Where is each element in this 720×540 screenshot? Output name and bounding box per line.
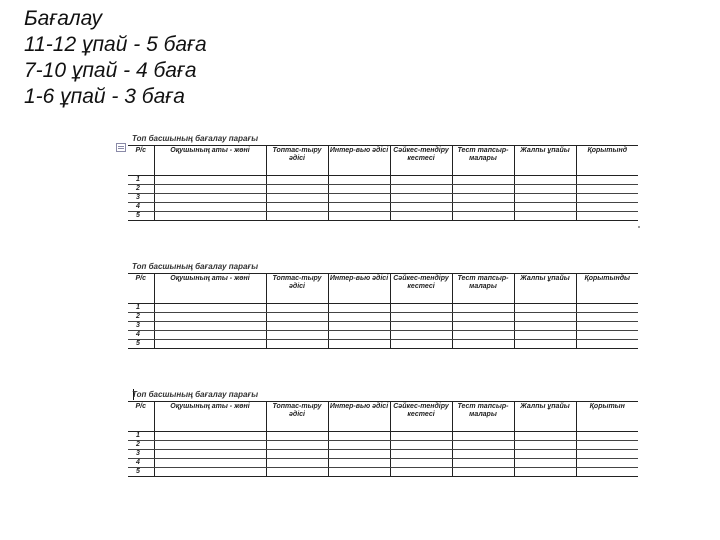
table-cell[interactable] (452, 194, 514, 203)
table-cell[interactable] (452, 459, 514, 468)
header-row (128, 146, 638, 176)
table-cell[interactable] (452, 313, 514, 322)
row-number: 5 (128, 468, 154, 477)
header-cell: Сәйкес-тендіру кестесі (390, 274, 452, 304)
header-cell: Интер-вью әдісі (328, 402, 390, 432)
table-cell[interactable] (154, 304, 266, 313)
table-row (128, 203, 638, 212)
table-cell[interactable] (452, 203, 514, 212)
assessment-sheet-1 (128, 133, 638, 221)
header-cell: Топтас-тыру әдісі (266, 274, 328, 304)
table-cell[interactable] (154, 194, 266, 203)
table-cell[interactable] (328, 176, 390, 185)
table-cell[interactable] (452, 322, 514, 331)
header-cell: Р/с (128, 146, 154, 176)
table-row (128, 432, 638, 441)
table-cell[interactable] (154, 203, 266, 212)
assessment-table (128, 273, 638, 349)
header-cell: Сәйкес-тендіру кестесі (390, 402, 452, 432)
table-cell[interactable] (514, 203, 576, 212)
table-cell[interactable] (576, 322, 638, 331)
assessment-sheet-3 (128, 389, 638, 477)
table-cell[interactable] (576, 459, 638, 468)
row-number: 1 (128, 176, 154, 185)
table-cell[interactable] (154, 313, 266, 322)
table-cell[interactable] (154, 185, 266, 194)
table-cell[interactable] (154, 331, 266, 340)
table-cell[interactable] (514, 331, 576, 340)
table-row (128, 194, 638, 203)
table-cell[interactable] (452, 468, 514, 477)
table-cell[interactable] (576, 203, 638, 212)
table-cell[interactable] (390, 432, 452, 441)
table-cell[interactable] (328, 432, 390, 441)
table-cell[interactable] (576, 331, 638, 340)
table-cell[interactable] (390, 176, 452, 185)
table-cell[interactable] (452, 331, 514, 340)
header-cell: Тест тапсыр-малары (452, 274, 514, 304)
row-number: 1 (128, 432, 154, 441)
table-cell[interactable] (452, 304, 514, 313)
header-cell: Интер-вью әдісі (328, 146, 390, 176)
table-cell[interactable] (328, 468, 390, 477)
table-cell[interactable] (266, 203, 328, 212)
grading-line-5: 11-12 ұпай - 5 баға (24, 33, 207, 56)
table-cell[interactable] (390, 450, 452, 459)
header-cell: Топтас-тыру әдісі (266, 146, 328, 176)
table-cell[interactable] (154, 340, 266, 349)
table-cell[interactable] (328, 185, 390, 194)
table-row (128, 331, 638, 340)
table-cell[interactable] (576, 432, 638, 441)
table-cell[interactable] (154, 450, 266, 459)
row-number: 3 (128, 322, 154, 331)
table-cell[interactable] (266, 331, 328, 340)
table-row (128, 340, 638, 349)
table-cell[interactable] (154, 176, 266, 185)
table-cell[interactable] (266, 441, 328, 450)
sheet-title: Топ басшының бағалау парағы (132, 390, 259, 399)
table-cell[interactable] (390, 331, 452, 340)
table-cell[interactable] (514, 313, 576, 322)
table-cell[interactable] (154, 441, 266, 450)
grading-criteria (24, 6, 207, 110)
assessment-sheet-2 (128, 261, 638, 349)
header-cell: Сәйкес-тендіру кестесі (390, 146, 452, 176)
assessment-table (128, 145, 638, 221)
table-cell[interactable] (514, 185, 576, 194)
table-cell[interactable] (452, 176, 514, 185)
table-cell[interactable] (328, 212, 390, 221)
table-row (128, 450, 638, 459)
table-cell[interactable] (514, 194, 576, 203)
table-cell[interactable] (328, 203, 390, 212)
table-cell[interactable] (328, 194, 390, 203)
table-cell[interactable] (390, 304, 452, 313)
table-cell[interactable] (514, 212, 576, 221)
table-cell[interactable] (390, 313, 452, 322)
table-cell[interactable] (328, 313, 390, 322)
table-cell[interactable] (266, 194, 328, 203)
row-number: 2 (128, 313, 154, 322)
header-cell: Оқушының аты - жөні (154, 274, 266, 304)
table-cell[interactable] (328, 459, 390, 468)
table-cell[interactable] (266, 450, 328, 459)
table-cell[interactable] (390, 340, 452, 349)
table-cell[interactable] (514, 468, 576, 477)
grading-title: Бағалау (24, 7, 103, 30)
table-cell[interactable] (576, 450, 638, 459)
table-cell[interactable] (266, 340, 328, 349)
table-cell[interactable] (154, 212, 266, 221)
table-cell[interactable] (576, 176, 638, 185)
table-row (128, 185, 638, 194)
table-cell[interactable] (576, 185, 638, 194)
header-cell: Оқушының аты - жөні (154, 146, 266, 176)
row-number: 5 (128, 340, 154, 349)
table-row (128, 468, 638, 477)
table-cell[interactable] (154, 432, 266, 441)
table-cell[interactable] (266, 313, 328, 322)
table-cell[interactable] (266, 468, 328, 477)
grading-line-3: 1-6 ұпай - 3 баға (24, 85, 185, 108)
header-cell: Тест тапсыр-малары (452, 402, 514, 432)
table-cell[interactable] (390, 212, 452, 221)
table-cell[interactable] (328, 331, 390, 340)
header-cell: Жалпы ұпайы (514, 402, 576, 432)
table-cell[interactable] (452, 340, 514, 349)
table-cell[interactable] (452, 212, 514, 221)
table-cell[interactable] (390, 194, 452, 203)
table-cell[interactable] (452, 432, 514, 441)
header-cell: Р/с (128, 274, 154, 304)
table-cell[interactable] (452, 441, 514, 450)
header-cell: Жалпы ұпайы (514, 274, 576, 304)
table-cell[interactable] (576, 441, 638, 450)
table-cell[interactable] (514, 322, 576, 331)
table-row (128, 441, 638, 450)
row-number: 2 (128, 185, 154, 194)
header-cell: Топтас-тыру әдісі (266, 402, 328, 432)
table-cell[interactable] (514, 450, 576, 459)
table-cell[interactable] (328, 340, 390, 349)
header-cell: Қорытын (576, 402, 638, 432)
header-cell: Р/с (128, 402, 154, 432)
table-row (128, 212, 638, 221)
table-cell[interactable] (576, 313, 638, 322)
table-cell[interactable] (576, 304, 638, 313)
table-cell[interactable] (452, 185, 514, 194)
sheet-title: Топ басшының бағалау парағы (132, 262, 259, 271)
header-cell: Жалпы ұпайы (514, 146, 576, 176)
table-cell[interactable] (390, 468, 452, 477)
row-number: 2 (128, 441, 154, 450)
table-cell[interactable] (328, 304, 390, 313)
table-cell[interactable] (266, 432, 328, 441)
row-number: 4 (128, 459, 154, 468)
table-resize-handle[interactable] (638, 226, 640, 228)
table-cell[interactable] (390, 203, 452, 212)
row-number: 5 (128, 212, 154, 221)
table-cell[interactable] (266, 212, 328, 221)
row-number: 1 (128, 304, 154, 313)
table-handle-icon[interactable] (116, 143, 126, 152)
table-cell[interactable] (514, 304, 576, 313)
table-row (128, 176, 638, 185)
table-cell[interactable] (576, 212, 638, 221)
header-cell: Қорытынд (576, 146, 638, 176)
table-cell[interactable] (514, 441, 576, 450)
table-cell[interactable] (452, 450, 514, 459)
table-cell[interactable] (154, 468, 266, 477)
table-cell[interactable] (154, 322, 266, 331)
header-cell: Оқушының аты - жөні (154, 402, 266, 432)
table-cell[interactable] (576, 340, 638, 349)
table-cell[interactable] (328, 441, 390, 450)
table-cell[interactable] (266, 176, 328, 185)
table-cell[interactable] (266, 459, 328, 468)
row-number: 4 (128, 203, 154, 212)
table-cell[interactable] (390, 322, 452, 331)
table-cell[interactable] (328, 322, 390, 331)
header-cell: Тест тапсыр-малары (452, 146, 514, 176)
table-cell[interactable] (390, 185, 452, 194)
table-row (128, 313, 638, 322)
table-cell[interactable] (266, 322, 328, 331)
table-cell[interactable] (514, 176, 576, 185)
table-cell[interactable] (576, 194, 638, 203)
grading-line-4: 7-10 ұпай - 4 баға (24, 59, 197, 82)
table-cell[interactable] (390, 441, 452, 450)
table-cell[interactable] (576, 468, 638, 477)
table-cell[interactable] (266, 304, 328, 313)
table-cell[interactable] (328, 450, 390, 459)
table-row (128, 304, 638, 313)
table-cell[interactable] (514, 459, 576, 468)
row-number: 3 (128, 450, 154, 459)
table-cell[interactable] (266, 185, 328, 194)
header-cell: Қорытынды (576, 274, 638, 304)
sheet-title: Топ басшының бағалау парағы (132, 134, 259, 143)
table-row (128, 322, 638, 331)
assessment-table (128, 401, 638, 477)
header-row (128, 402, 638, 432)
row-number: 3 (128, 194, 154, 203)
table-cell[interactable] (154, 459, 266, 468)
table-row (128, 459, 638, 468)
table-cell[interactable] (514, 340, 576, 349)
header-row (128, 274, 638, 304)
table-cell[interactable] (390, 459, 452, 468)
table-cell[interactable] (514, 432, 576, 441)
row-number: 4 (128, 331, 154, 340)
header-cell: Интер-вью әдісі (328, 274, 390, 304)
